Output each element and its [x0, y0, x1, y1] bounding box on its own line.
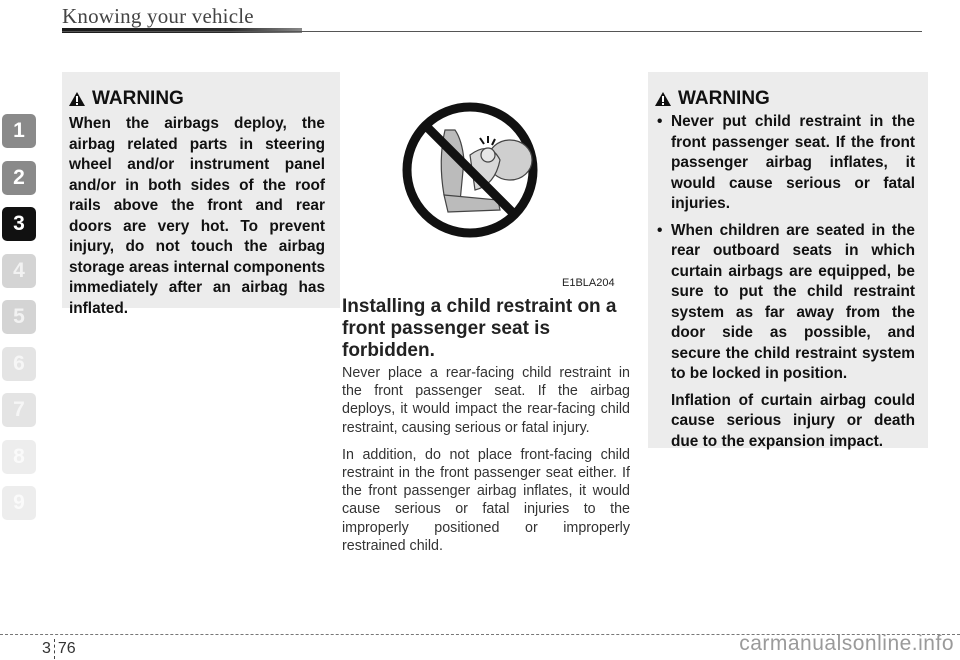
chapter-tab-4[interactable]: 4	[2, 254, 36, 288]
chapter-number: 3	[42, 640, 51, 658]
warning-text-left	[69, 114, 325, 319]
warning-list	[655, 112, 915, 385]
warning-label: WARNING	[92, 88, 184, 109]
body-paragraph-2: In addition, do not place front-facing child restraint in the front passenger seat either. If the front passenger airbag inflates, it would cause serious or fatal injuries to the improperly positioned or improperly restrained child.	[342, 446, 630, 554]
chapter-tab-8[interactable]: 8	[2, 440, 36, 474]
warning-bullet-1: • Never put child restraint in the front passenger seat. If the front passenger airbag inflates, it would cause serious or fatal injuries.	[655, 112, 915, 215]
warning-bullet-2: • When children are seated in the rear outboard seats in which curtain airbags are equipped, be sure to put the child restraint system as far away from the door side as possible, and secure the child restraint system to be locked in position.	[655, 221, 915, 385]
page-header-title: Knowing your vehicle	[62, 4, 254, 28]
figure-caption: E1BLA204	[562, 277, 615, 289]
warning-text-right	[655, 112, 915, 452]
header-divider	[62, 31, 922, 32]
chapter-tab-6[interactable]: 6	[2, 347, 36, 381]
chapter-tab-2[interactable]: 2	[2, 161, 36, 195]
no-rear-facing-child-seat-illustration	[400, 100, 540, 240]
page-number-separator	[54, 639, 55, 659]
page-number-value: 76	[57, 640, 76, 658]
page-number	[42, 639, 76, 659]
warning-triangle-icon	[654, 91, 672, 107]
chapter-tab-3[interactable]: 3	[2, 207, 36, 241]
chapter-tab-9[interactable]: 9	[2, 486, 36, 520]
section-heading: Installing a child restraint on a front passenger seat is forbidden.	[342, 296, 617, 361]
warning-title-right	[654, 88, 770, 110]
chapter-tab-5[interactable]: 5	[2, 300, 36, 334]
section-body	[342, 364, 630, 564]
chapter-tabs	[2, 114, 38, 533]
watermark: carmanualsonline.info	[739, 632, 954, 655]
warning-title-left	[68, 88, 184, 110]
chapter-tab-7[interactable]: 7	[2, 393, 36, 427]
chapter-tab-1[interactable]: 1	[2, 114, 36, 148]
warning-label: WARNING	[678, 88, 770, 109]
warning-paragraph: When the airbags deploy, the airbag related parts in steering wheel and/or instrument panel and/or in both sides of the roof rails above the front and rear doors are very hot. To prevent injury, do not touch the airbag storage areas internal components immediately after an airbag has inflated.	[69, 115, 325, 317]
warning-paragraph: Inflation of curtain airbag could cause serious injury or death due to the expansion impact.	[671, 391, 915, 450]
body-paragraph-1: Never place a rear-facing child restraint in the front passenger seat. If the airbag deploys, it would impact the rear-facing child restraint, causing serious or fatal injury.	[342, 365, 630, 436]
warning-triangle-icon	[68, 91, 86, 107]
